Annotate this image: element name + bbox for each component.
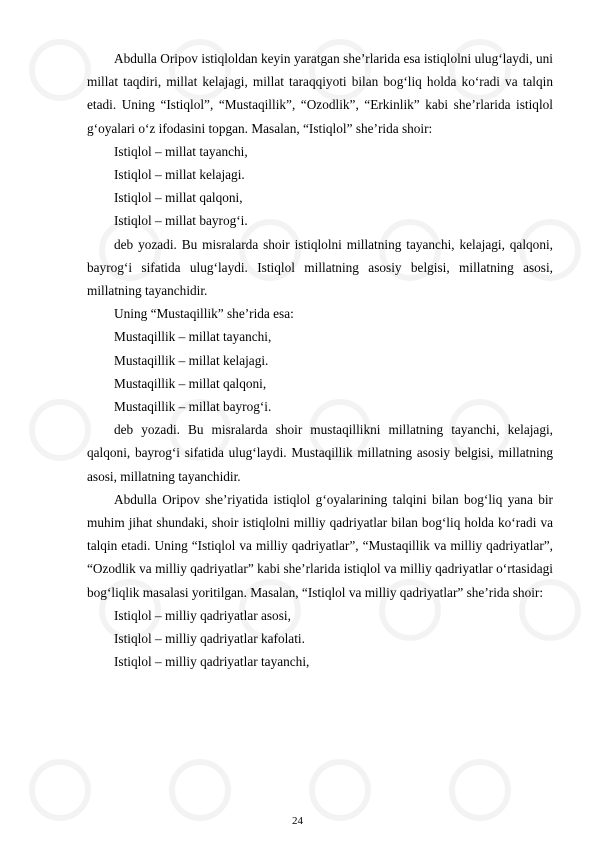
verse-line: Istiqlol – milliy qadriyatlar tayanchi, [114, 654, 310, 670]
verse-line: Uning “Mustaqillik” she’rida esa: [114, 306, 294, 322]
paragraph: Abdulla Oripov istiqloldan keyin yaratgan she’rlarida esa istiqlolni ulug‘laydi, uni millat taqdiri, millat kelajagi, millat taraqqiyoti bilan bog‘liq holda ko‘radi va talqin etadi. Uning “Istiqlol”, “Mustaqillik”, “Ozodlik”, “Erkinlik” kabi she’rlarida istiqlol g‘oyalari o‘z ifodasini topgan. Masalan, “Istiqlol” she’rida shoir: [87, 51, 553, 136]
paragraph: deb yozadi. Bu misralarda shoir mustaqillikni millatning tayanchi, kelajagi, qalqoni, bayrog‘i sifatida ulug‘laydi. Mustaqillik millatning asosiy belgisi, millatning asosi, millatning tayanchidir. [87, 422, 553, 484]
verse-line: Mustaqillik – millat tayanchi, [114, 329, 272, 345]
page-number: 24 [292, 815, 303, 827]
verse-line: Istiqlol – millat qalqoni, [114, 190, 243, 206]
verse-line: Istiqlol – milliy qadriyatlar asosi, [114, 607, 291, 623]
paragraph: deb yozadi. Bu misralarda shoir istiqlolni millatning tayanchi, kelajagi, qalqoni, bayrog‘i sifatida ulug‘laydi. Istiqlol millatning asosiy belgisi, millatning asosi, millatning tayanchidir. [87, 236, 553, 299]
verse-line: Istiqlol – millat tayanchi, [114, 143, 248, 159]
paragraph: Abdulla Oripov she’riyatida istiqlol g‘oyalarining talqini bilan bog‘liq yana bir muhim jihat shundaki, shoir istiqlolni milliy qadriyatlar bilan bog‘liq holda ko‘radi va talqin etadi. Uning “Istiqlol va milliy qadriyatlar”, “Mustaqillik va milliy qadriyatlar”, “Ozodlik va milliy qadriyatlar” kabi she’rlarida istiqlol va milliy qadriyatlar o‘rtasidagi bog‘liqlik masalasi yoritilgan. Masalan, “Istiqlol va milliy qadriyatlar” she’rida shoir: [87, 491, 553, 600]
verse-line: Mustaqillik – millat kelajagi. [114, 352, 269, 368]
verse-line: Istiqlol – millat bayrog‘i. [114, 213, 248, 229]
body-text [87, 47, 553, 673]
verse-line: Mustaqillik – millat bayrog‘i. [114, 399, 272, 415]
verse-line: Istiqlol – millat kelajagi. [114, 167, 245, 183]
verse-line: Istiqlol – milliy qadriyatlar kafolati. [114, 631, 305, 647]
verse-line: Mustaqillik – millat qalqoni, [114, 375, 267, 391]
